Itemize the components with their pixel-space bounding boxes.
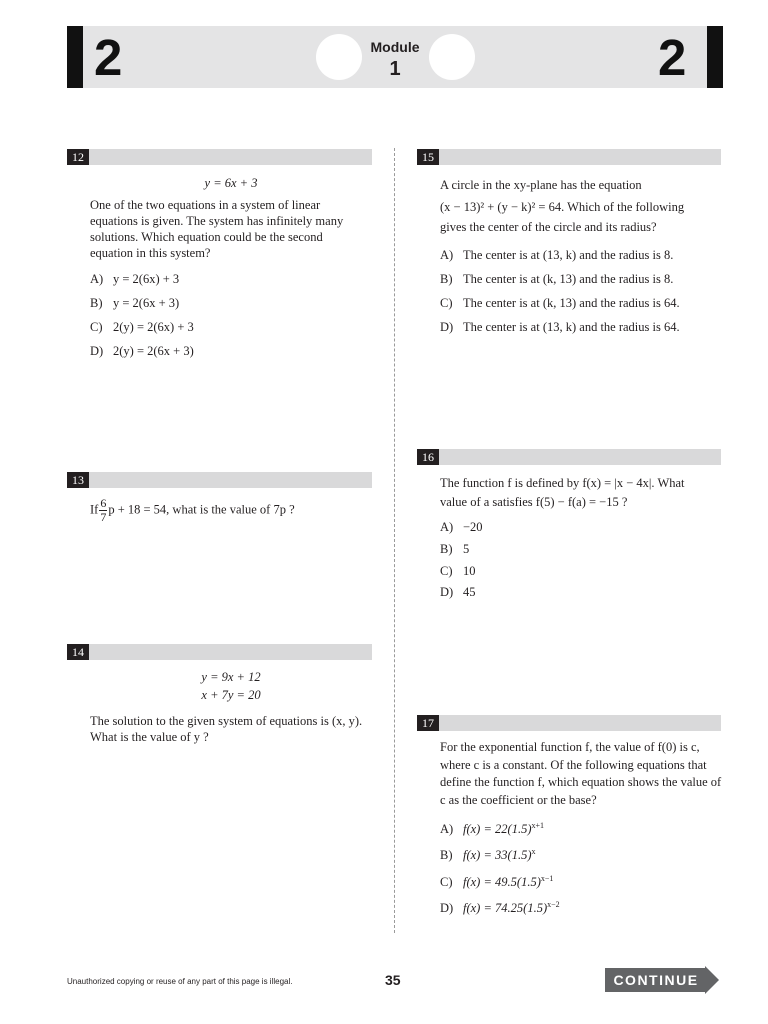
question-16-option-b[interactable] [440, 541, 469, 557]
option-exponent: x−2 [547, 899, 560, 909]
question-16-option-a[interactable] [440, 519, 483, 535]
section-number-right: 2 [658, 29, 687, 86]
copyright-note: Unauthorized copying or reuse of any part of this page is illegal. [67, 977, 293, 986]
question-16-stem-line-2: value of a satisfies f(5) − f(a) = −15 ? [440, 495, 628, 509]
option-text: The center is at (13, k) and the radius is 64. [463, 320, 680, 334]
fraction [99, 497, 107, 524]
continue-label: CONTINUE [613, 972, 699, 988]
question-16-option-d[interactable] [440, 584, 476, 600]
page-number: 35 [385, 972, 401, 988]
header-right-bar [707, 26, 723, 88]
question-16-number: 16 [417, 449, 439, 465]
question-13-stem [90, 497, 295, 524]
option-text: −20 [463, 520, 483, 534]
question-15-bar [417, 149, 721, 165]
question-14-stem: The solution to the given system of equations is (x, y). What is the value of y ? [90, 714, 363, 744]
option-letter: A) [440, 822, 454, 836]
question-16-option-c[interactable] [440, 563, 476, 579]
option-letter: B) [440, 848, 453, 862]
option-text: 5 [463, 542, 470, 556]
question-17-option-b[interactable] [440, 847, 535, 863]
question-15-option-a[interactable] [440, 247, 673, 263]
module-label: Module [370, 39, 420, 55]
question-15-stem-line-3: gives the center of the circle and its radius? [440, 220, 657, 234]
column-divider [394, 148, 395, 933]
option-letter: B) [440, 272, 453, 286]
option-letter: D) [440, 320, 454, 334]
question-15-stem-line-1: A circle in the xy-plane has the equation [440, 178, 642, 192]
option-exponent: x−1 [540, 873, 554, 883]
option-letter: B) [440, 542, 453, 556]
option-text: f(x) = 33(1.5) [463, 848, 532, 862]
option-letter: C) [440, 875, 453, 889]
option-letter: C) [90, 320, 103, 334]
option-text: f(x) = 49.5(1.5) [463, 875, 541, 889]
option-text: The center is at (k, 13) and the radius is 64. [463, 296, 680, 310]
option-text: f(x) = 22(1.5) [463, 822, 532, 836]
question-13-prefix: If [90, 502, 99, 517]
question-17-option-d[interactable] [440, 900, 560, 916]
option-letter: D) [90, 344, 104, 358]
question-13-number: 13 [67, 472, 89, 488]
question-15-stem-line-2: (x − 13)² + (y − k)² = 64. Which of the following [440, 200, 685, 214]
option-exponent: x [531, 846, 536, 856]
question-15-option-c[interactable] [440, 295, 680, 311]
question-14-number: 14 [67, 644, 89, 660]
option-text: 2(y) = 2(6x) + 3 [113, 320, 194, 334]
question-12-equation: y = 6x + 3 [204, 176, 258, 190]
question-14-bar [67, 644, 372, 660]
option-text: y = 2(6x) + 3 [113, 272, 180, 286]
question-16-stem-line-1: The function f is defined by f(x) = |x − 4x|. What [440, 476, 685, 490]
option-text: 45 [463, 585, 476, 599]
option-text: 10 [463, 564, 476, 578]
question-12-option-b[interactable] [90, 295, 179, 311]
question-12-option-d[interactable] [90, 343, 194, 359]
option-text: y = 2(6x + 3) [113, 296, 180, 310]
module-number: 1 [389, 58, 401, 80]
option-letter: B) [90, 296, 103, 310]
option-letter: A) [90, 272, 104, 286]
question-14-equation-1: y = 9x + 12 [201, 670, 261, 684]
question-14-equation-2: x + 7y = 20 [201, 688, 261, 702]
fraction-numerator: 6 [100, 496, 107, 510]
option-letter: A) [440, 520, 454, 534]
fraction-denominator: 7 [100, 510, 107, 524]
section-number-left: 2 [94, 29, 123, 86]
question-17-bar [417, 715, 721, 731]
question-12-option-c[interactable] [90, 319, 194, 335]
question-15-option-d[interactable] [440, 319, 680, 335]
question-16-bar [417, 449, 721, 465]
question-17-option-c[interactable] [440, 874, 553, 890]
question-12-stem: One of the two equations in a system of linear equations is given. The system has infinitely many solutions. Which equation could be the second equation in this system? [90, 198, 344, 260]
continue-button[interactable] [605, 966, 719, 994]
option-letter: A) [440, 248, 454, 262]
option-letter: C) [440, 564, 453, 578]
header-left-bar [67, 26, 83, 88]
question-17-number: 17 [417, 715, 439, 731]
question-12-bar [67, 149, 372, 165]
question-13-bar [67, 472, 372, 488]
option-text: f(x) = 74.25(1.5) [463, 901, 548, 915]
question-12-number: 12 [67, 149, 89, 165]
question-13-rest: p + 18 = 54, what is the value of 7p ? [108, 502, 295, 517]
option-exponent: x+1 [531, 820, 544, 830]
option-letter: D) [440, 585, 454, 599]
question-17-option-a[interactable] [440, 821, 544, 837]
option-text: 2(y) = 2(6x + 3) [113, 344, 194, 358]
question-15-number: 15 [417, 149, 439, 165]
option-text: The center is at (k, 13) and the radius is 8. [463, 272, 674, 286]
option-letter: D) [440, 901, 454, 915]
question-17-stem: For the exponential function f, the value of f(0) is c, where c is a constant. Of the following equations that define the function f, which equation shows the value of c as the coefficient or the base? [440, 740, 722, 807]
option-letter: C) [440, 296, 453, 310]
question-15-option-b[interactable] [440, 271, 673, 287]
question-12-option-a[interactable] [90, 271, 179, 287]
option-text: The center is at (13, k) and the radius is 8. [463, 248, 674, 262]
